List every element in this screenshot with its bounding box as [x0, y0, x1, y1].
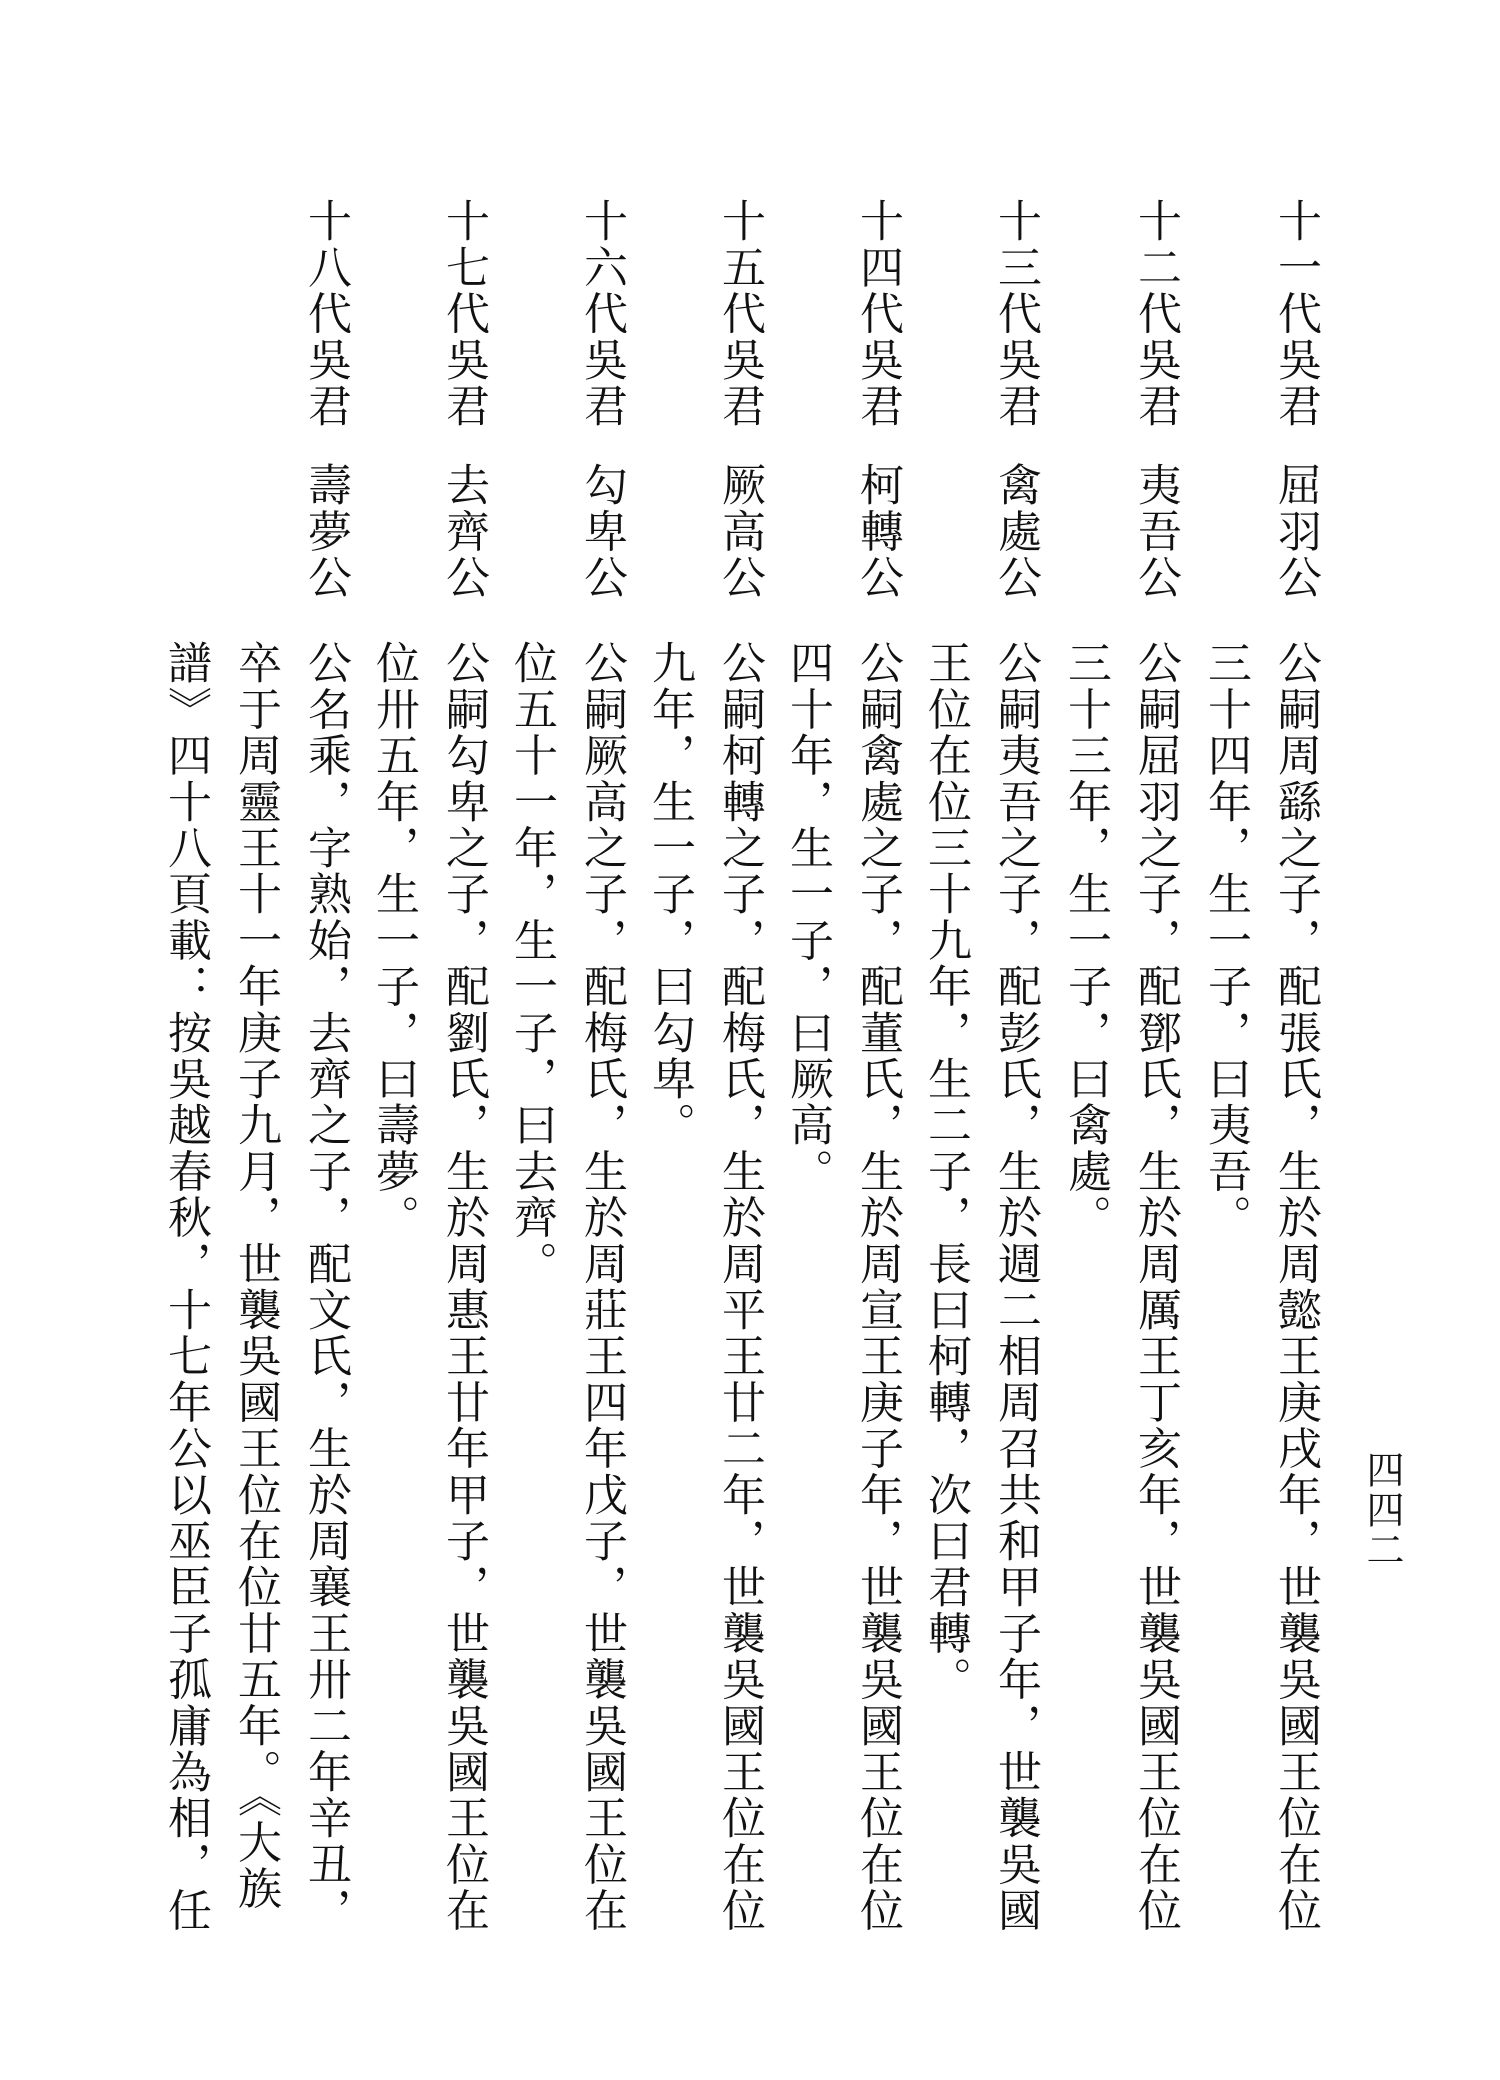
ancestor-name: 屈羽公	[1270, 462, 1321, 601]
body-column: 王位在位三十九年，生二子，長曰柯轉，次曰君轉。	[920, 640, 971, 1703]
ancestor-name: 勾卑公	[576, 462, 627, 601]
generation-entry-14	[782, 198, 912, 1958]
ancestor-name: 夷吾公	[1130, 462, 1181, 601]
page-number: 四四二	[1360, 1450, 1404, 1570]
generation-heading: 十五代吳君	[714, 198, 765, 429]
body-column: 位五十一年，生一子，曰去齊。	[506, 640, 557, 1287]
body-column: 公嗣厥高之子，配梅氏，生於周莊王四年戊子，世襲吳國王位在	[576, 640, 627, 1934]
generation-heading: 十四代吳君	[852, 198, 903, 429]
generation-entry-13	[920, 198, 1050, 1958]
body-column: 公嗣屈羽之子，配鄧氏，生於周厲王丁亥年，世襲吳國王位在位	[1130, 640, 1181, 1934]
generation-heading: 十三代吳君	[990, 198, 1041, 429]
ancestor-name: 禽處公	[990, 462, 1041, 601]
body-column: 譜》四十八頁載：按吳越春秋，十七年公以巫臣子孤庸為相，任	[160, 640, 211, 1934]
ancestor-name: 壽夢公	[300, 462, 351, 601]
generation-entry-16	[506, 198, 636, 1958]
generation-entry-17	[368, 198, 498, 1958]
ancestor-name: 厥高公	[714, 462, 765, 601]
body-column: 公嗣夷吾之子，配彭氏，生於週二相周召共和甲子年，世襲吳國	[990, 640, 1041, 1934]
generation-heading: 十六代吳君	[576, 198, 627, 429]
body-column: 三十四年，生一子，曰夷吾。	[1200, 640, 1251, 1241]
body-column: 四十年，生一子，曰厥高。	[782, 640, 833, 1195]
generation-entry-15	[644, 198, 774, 1958]
generation-heading: 十八代吳君	[300, 198, 351, 429]
body-column: 九年，生一子，曰勾卑。	[644, 640, 695, 1149]
generation-entry-12	[1060, 198, 1190, 1958]
body-column: 公名乘，字熟始，去齊之子，配文氏，生於周襄王卅二年辛丑，	[300, 640, 351, 1934]
ancestor-name: 柯轉公	[852, 462, 903, 601]
body-column: 卒于周靈王十一年庚子九月，世襲吳國王位在位廿五年。《大族	[230, 640, 281, 1912]
generation-heading: 十七代吳君	[438, 198, 489, 429]
body-column: 公嗣勾卑之子，配劉氏，生於周惠王廿年甲子，世襲吳國王位在	[438, 640, 489, 1934]
ancestor-name: 去齊公	[438, 462, 489, 601]
body-column: 公嗣柯轉之子，配梅氏，生於周平王廿二年，世襲吳國王位在位	[714, 640, 765, 1934]
generation-heading: 十二代吳君	[1130, 198, 1181, 429]
body-column: 公嗣禽處之子，配董氏，生於周宣王庚子年，世襲吳國王位在位	[852, 640, 903, 1934]
body-column: 公嗣周繇之子，配張氏，生於周懿王庚戌年，世襲吳國王位在位	[1270, 640, 1321, 1934]
generation-entry-11	[1200, 198, 1330, 1958]
body-column: 位卅五年，生一子，曰壽夢。	[368, 640, 419, 1241]
generation-heading: 十一代吳君	[1270, 198, 1321, 429]
generation-entry-18	[160, 198, 360, 1958]
body-column: 三十三年，生一子，曰禽處。	[1060, 640, 1111, 1241]
